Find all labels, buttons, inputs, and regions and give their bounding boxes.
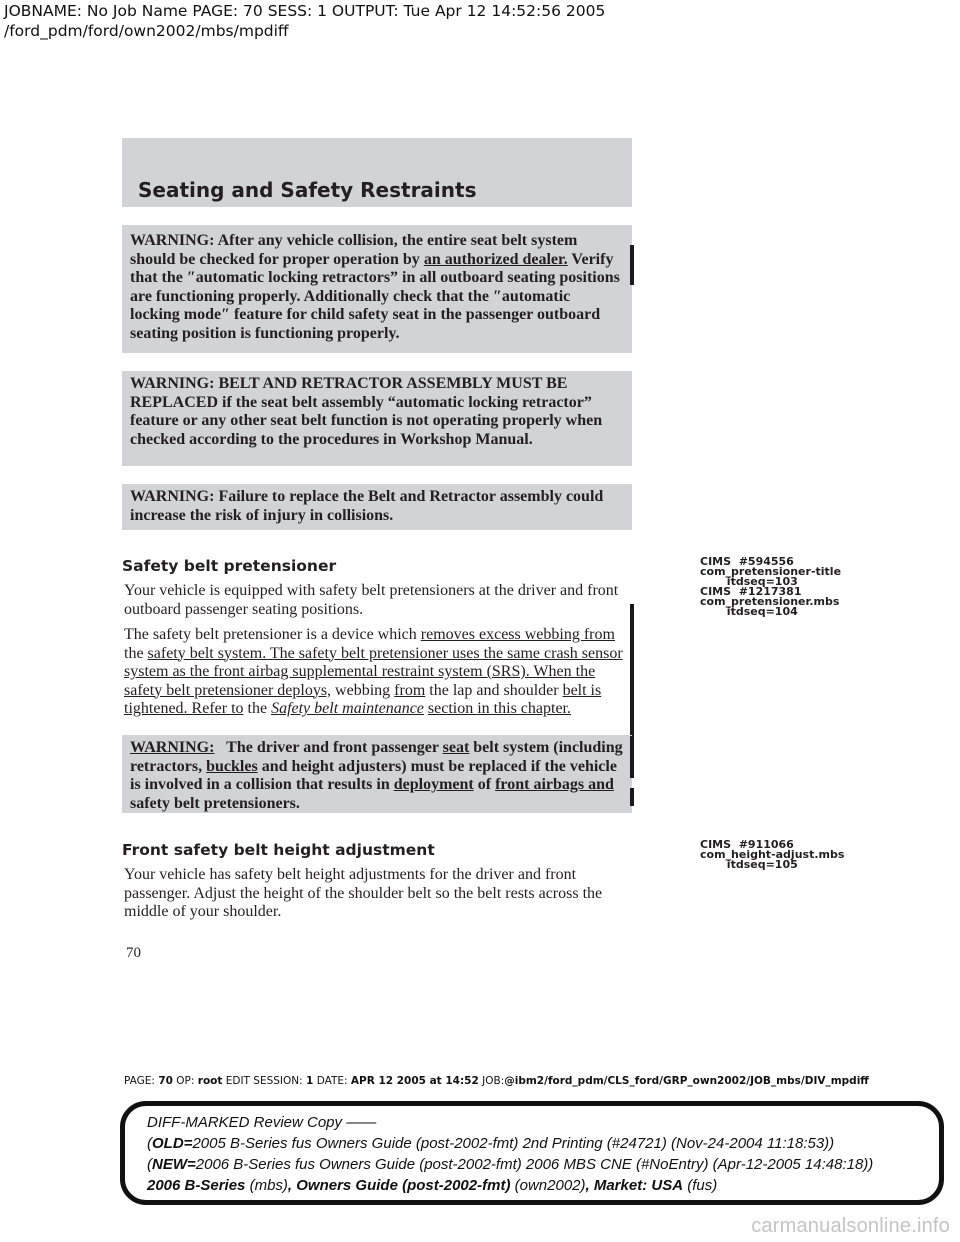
warning-text: WARNING: The driver and front passenger seat belt system (including retractors, buckles and height adjusters) must be replaced if the vehicle is involved in a collision that results in deployment of front airbags and safety belt pretensioners.	[130, 739, 623, 812]
diff-review-box	[120, 1101, 944, 1205]
job-header-line: JOBNAME: No Job Name PAGE: 70 SESS: 1 OUTPUT: Tue Apr 12 14:52:56 2005	[4, 2, 606, 20]
diff-title: DIFF-MARKED Review Copy ——	[147, 1114, 377, 1131]
warning-text: WARNING: Failure to replace the Belt and Retractor assembly could increase the risk of injury in collisions.	[130, 488, 604, 524]
warning-text: WARNING: After any vehicle collision, the entire seat belt system should be checked for proper operation by an authorized dealer. Verify that the ″automatic locking retractors” in all outboard seating positions are functioning properly. Additionally check that the ″automatic locking mode″ feature for child safety seat in the passenger outboard seating position is functioning properly.	[130, 232, 620, 342]
warning-box-collision-check	[122, 225, 632, 353]
change-bar	[630, 604, 634, 736]
warning-box-replace-failure	[122, 484, 632, 530]
change-bar	[630, 245, 634, 285]
change-bar	[630, 736, 634, 778]
warning-text: WARNING: BELT AND RETRACTOR ASSEMBLY MUST BE REPLACED if the seat belt assembly “automatic locking retractor” feature or any other seat belt function is not operating properly when checked according to the procedures in Workshop Manual.	[130, 375, 603, 448]
footer-info-line: PAGE: 70 OP: root EDIT SESSION: 1 DATE: APR 12 2005 at 14:52 JOB:@ibm2/ford_pdm/CLS_ford/GRP_own2002/JOB_mbs/DIV_mpdiff	[124, 1075, 869, 1087]
height-adjust-paragraph: Your vehicle has safety belt height adjustments for the driver and front passenger. Adjust the height of the shoulder belt so the belt rests across the middle of your shoulder.	[124, 866, 603, 920]
diff-new-line: (NEW=2006 B-Series fus Owners Guide (post-2002-fmt) 2006 MBS CNE (#NoEntry) (Apr-12-2005 14:48:18))	[147, 1156, 874, 1173]
section-title: Seating and Safety Restraints	[138, 178, 477, 202]
diff-underline: an authorized dealer.	[423, 250, 568, 268]
page-number: 70	[126, 945, 141, 961]
change-bar	[630, 788, 634, 806]
warning-box-collision-replace	[122, 735, 632, 813]
pretensioner-paragraph-1: Your vehicle is equipped with safety belt pretensioners at the driver and front outboard passenger seating positions.	[124, 582, 619, 618]
height-adjust-heading: Front safety belt height adjustment	[122, 841, 435, 859]
pretensioner-heading: Safety belt pretensioner	[122, 557, 337, 575]
job-path-line: /ford_pdm/ford/own2002/mbs/mpdiff	[4, 22, 289, 40]
diff-old-line: (OLD=2005 B-Series fus Owners Guide (post-2002-fmt) 2nd Printing (#24721) (Nov-24-2004 11:18:53))	[147, 1135, 835, 1152]
cims-note-pretensioner: CIMS #594556 com_pretensioner-title itdseq=103 CIMS #1217381 com_pretensioner.mbs itdseq=104	[700, 555, 842, 618]
diff-series-line: 2006 B-Series (mbs), Owners Guide (post-2002-fmt) (own2002), Market: USA (fus)	[147, 1177, 718, 1194]
watermark: carmanualsonline.info	[751, 1215, 950, 1237]
pretensioner-paragraph-2: The safety belt pretensioner is a device which removes excess webbing from the safety belt system. The safety belt pretensioner uses the same crash sensor system as the front airbag supplemental restraint system (SRS). When the safety belt pretensioner deploys, webbing from the lap and shoulder belt is tightened. Refer to the Safety belt maintenance section in this chapter.	[124, 626, 623, 717]
cims-note-height: CIMS #911066 com_height-adjust.mbs itdseq=105	[700, 838, 845, 871]
warning-box-belt-retractor	[122, 371, 632, 466]
maintenance-section-link[interactable]: Safety belt maintenance	[271, 700, 424, 717]
